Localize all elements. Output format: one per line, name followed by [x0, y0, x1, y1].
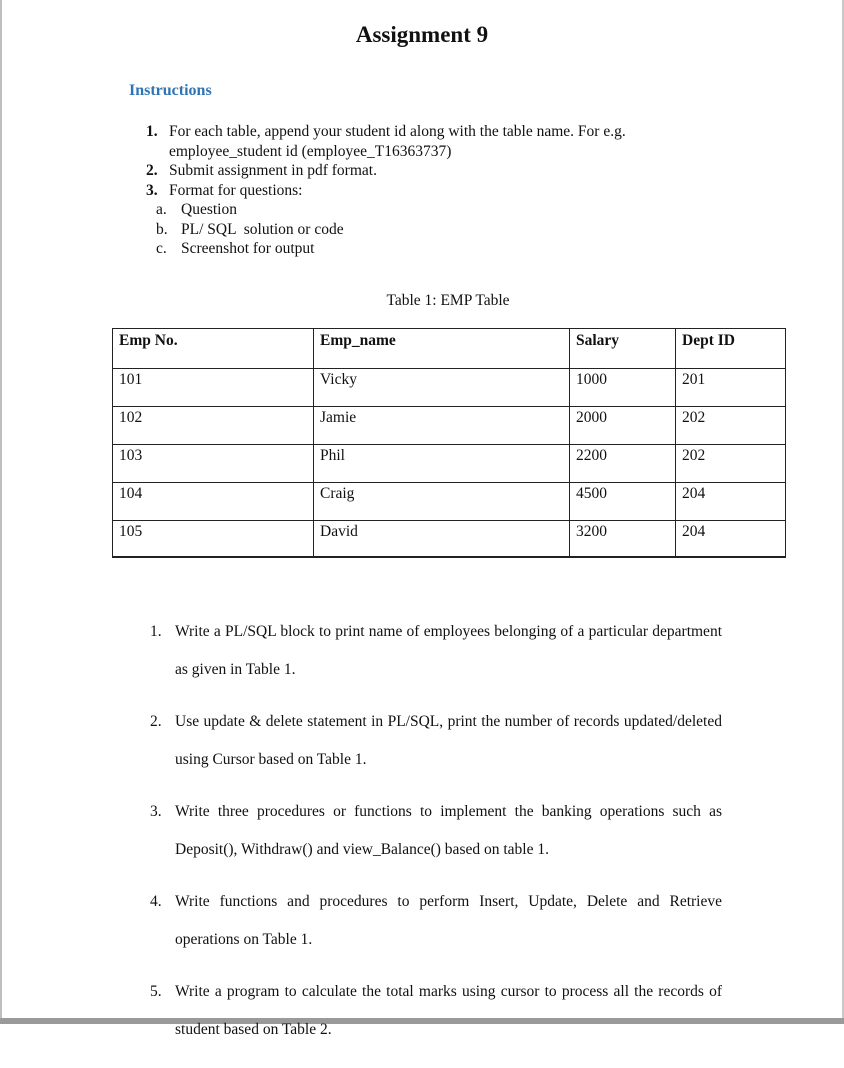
cell-emp-no: 105	[113, 521, 314, 557]
question-number: 3.	[150, 803, 162, 820]
cell-salary: 3200	[570, 521, 676, 557]
instruction-text: For each table, append your student id along with the table name. For e.g. employee_student id (employee_T16363737)	[169, 123, 626, 160]
instruction-item	[146, 122, 706, 161]
question-item	[150, 618, 722, 689]
questions-list	[150, 618, 722, 1068]
instructions-heading: Instructions	[129, 82, 212, 99]
cell-emp-no: 102	[113, 407, 314, 445]
cell-emp-name: David	[314, 521, 570, 557]
format-text: PL/ SQL solution or code	[181, 220, 344, 238]
cell-salary: 2200	[570, 445, 676, 483]
question-text: Use update & delete statement in PL/SQL, print the number of records updated/deleted using Cursor based on Table 1.	[175, 713, 722, 768]
format-letter: a.	[156, 201, 167, 218]
instruction-number: 2.	[146, 162, 158, 179]
question-number: 5.	[150, 983, 162, 1000]
question-item	[150, 798, 722, 869]
instruction-text: Submit assignment in pdf format.	[169, 162, 377, 179]
question-item	[150, 888, 722, 959]
instruction-item	[146, 161, 706, 181]
table-row	[113, 521, 786, 557]
cell-dept-id: 201	[676, 369, 786, 407]
table-row	[113, 483, 786, 521]
question-item	[150, 978, 722, 1049]
table-caption: Table 1: EMP Table	[386, 292, 510, 309]
format-letter: b.	[156, 220, 168, 238]
instruction-text: Format for questions:	[169, 181, 303, 199]
cell-dept-id: 202	[676, 445, 786, 483]
header-dept-id: Dept ID	[676, 329, 786, 369]
cell-salary: 2000	[570, 407, 676, 445]
question-number: 4.	[150, 893, 162, 910]
cell-emp-name: Phil	[314, 445, 570, 483]
format-sublist	[156, 200, 706, 259]
header-emp-no: Emp No.	[113, 329, 314, 369]
instruction-number: 1.	[146, 123, 158, 140]
table-row	[113, 407, 786, 445]
question-text: Write a PL/SQL block to print name of employees belonging of a particular department as given in Table 1.	[175, 623, 722, 678]
table-row	[113, 445, 786, 483]
format-text: Question	[181, 201, 237, 218]
cell-salary: 4500	[570, 483, 676, 521]
cell-emp-no: 103	[113, 445, 314, 483]
instruction-item	[146, 181, 706, 201]
cell-emp-name: Vicky	[314, 369, 570, 407]
cell-dept-id: 204	[676, 483, 786, 521]
cell-emp-no: 104	[113, 483, 314, 521]
question-number: 1.	[150, 623, 162, 640]
table-header-row	[113, 329, 786, 369]
question-number: 2.	[150, 713, 162, 730]
format-text: Screenshot for output	[181, 240, 315, 257]
cell-salary: 1000	[570, 369, 676, 407]
header-salary: Salary	[570, 329, 676, 369]
question-text: Write a program to calculate the total marks using cursor to process all the records of student based on Table 2.	[175, 983, 722, 1038]
document-title: Assignment 9	[355, 22, 489, 47]
cell-emp-name: Craig	[314, 483, 570, 521]
emp-table	[112, 328, 786, 558]
question-text: Write functions and procedures to perform Insert, Update, Delete and Retrieve operations on Table 1.	[175, 893, 722, 948]
cell-dept-id: 204	[676, 521, 786, 557]
page-edge-left	[0, 0, 2, 1024]
header-emp-name: Emp_name	[314, 329, 570, 369]
question-text: Write three procedures or functions to implement the banking operations such as Deposit(), Withdraw() and view_Balance() based on table 1.	[175, 803, 722, 858]
question-item	[150, 708, 722, 779]
format-item	[156, 220, 706, 240]
table-row	[113, 369, 786, 407]
cell-emp-name: Jamie	[314, 407, 570, 445]
cell-emp-no: 101	[113, 369, 314, 407]
instructions-list	[146, 122, 706, 259]
instruction-number: 3.	[146, 181, 158, 199]
cell-dept-id: 202	[676, 407, 786, 445]
format-item	[156, 200, 706, 220]
format-letter: c.	[156, 240, 167, 257]
format-item	[156, 239, 706, 259]
